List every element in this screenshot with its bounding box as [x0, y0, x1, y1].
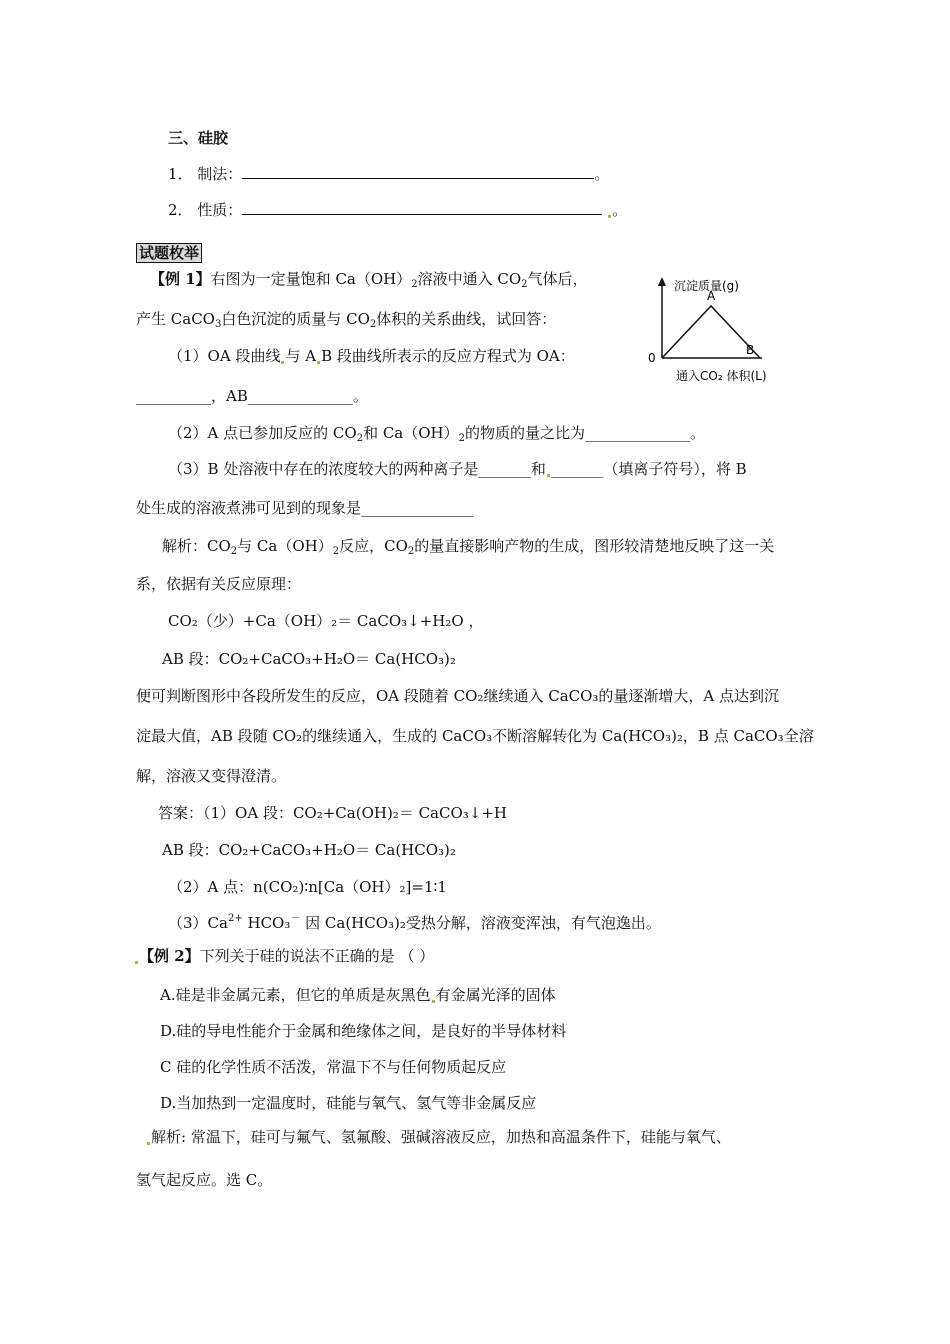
item-2-blank[interactable] [242, 200, 602, 215]
ex1-intro [150, 269, 588, 289]
ex1-intro-c: 气体后， [527, 270, 588, 288]
marker-dot [135, 961, 138, 964]
ex1-para3: 解，溶液又变得澄清。 [136, 767, 287, 785]
ex2-label: 【例 2】 [139, 947, 200, 965]
ex1-ans4-c: 因 Ca(HCO₃)₂受热分解，溶液变浑浊，有气泡逸出。 [300, 914, 661, 932]
ex1-ans3: （2）A 点：n(CO₂)∶n[Ca（OH）₂]=1∶1 [168, 878, 447, 896]
ex1-analysis [162, 536, 774, 556]
ex1-q2-c: 的物质的量之比为______________。 [465, 424, 706, 442]
ex1-ans4-b: HCO₃ [242, 914, 291, 932]
ex1-q1 [168, 346, 575, 366]
sup: － [290, 913, 301, 924]
examples-heading [136, 243, 202, 263]
ex1-ans4 [168, 913, 661, 933]
point-b-label: B [746, 343, 755, 357]
sub: 2 [411, 279, 418, 290]
sub: 2 [230, 546, 238, 557]
ex1-ans1: 答案：（1）OA 段：CO₂+Ca(OH)₂＝ CaCO₃↓+H [158, 804, 508, 822]
y-axis-arrow [658, 277, 666, 286]
ex1-intro-a: 右图为一定量饱和 Ca（OH） [210, 270, 412, 288]
sub: 2 [369, 319, 377, 330]
item-1 [168, 164, 609, 184]
ex2-question-text: 下列关于硅的说法不正确的是 （ ） [199, 947, 435, 965]
ex1-line2-b: 白色沉淀的质量与 CO [221, 310, 370, 328]
marker-dot [432, 1000, 435, 1003]
ex2-option-a-part2: 有金属光泽的固体 [435, 986, 556, 1004]
ex1-analysis-line2: 系，依据有关反应原理： [136, 575, 302, 593]
ex2-analysis-line2: 氢气起反应。选 C。 [136, 1171, 273, 1189]
item-2 [168, 200, 627, 220]
ex2-option-a [160, 985, 556, 1005]
ex2-analysis-text: 解析: 常温下，硅可与氟气、氢氟酸、强碱溶液反应，加热和高温条件下，硅能与氧气、 [151, 1128, 731, 1146]
ex1-q2 [168, 423, 705, 443]
ex1-q1-line2: __________，AB______________。 [136, 387, 368, 405]
point-a-label: A [707, 289, 716, 303]
sub: 2 [332, 546, 340, 557]
ex2-option-d2: D.当加热到一定温度时，硅能与氧气、氢气等非金属反应 [160, 1094, 537, 1112]
marker-dot [317, 361, 320, 364]
origin-label: 0 [648, 351, 656, 365]
ex1-q1-b: 与 A [285, 347, 317, 365]
ex2-option-a-part1: A.硅是非金属元素，但它的单质是灰黑色 [160, 986, 431, 1004]
marker-dot [608, 215, 611, 218]
y-axis-label: 沉淀质量(g) [674, 279, 739, 293]
ex1-label: 【例 1】 [150, 270, 211, 288]
ex1-analysis-b: 与 Ca（OH） [237, 537, 333, 555]
ex1-analysis-a: 解析：CO [162, 537, 231, 555]
ex1-para2: 淀最大值，AB 段随 CO₂的继续通入，生成的 CaCO₃不断溶解转化为 Ca(HCO₃)₂，B 点 CaCO₃全溶 [136, 727, 814, 745]
ex1-q3 [168, 459, 747, 479]
ex1-line2-a: 产生 CaCO [136, 310, 215, 328]
ex1-eq2: AB 段：CO₂+CaCO₃+H₂O＝ Ca(HCO₃)₂ [162, 650, 456, 668]
x-axis-label: 通入CO₂ 体积(L) [676, 369, 767, 383]
ex1-q2-a: （2）A 点已参加反应的 CO [168, 424, 357, 442]
ex1-analysis-d: 的量直接影响产物的生成，图形较清楚地反映了这一关 [414, 537, 775, 555]
ex1-analysis-c: 反应，CO [339, 537, 408, 555]
ex2-analysis [146, 1127, 731, 1147]
ex2-question [134, 946, 434, 966]
sub: 2 [458, 433, 466, 444]
ex1-eq1: CO₂（少）+Ca（OH）₂＝ CaCO₃↓+H₂O ， [168, 612, 484, 630]
item-1-blank[interactable] [242, 164, 594, 179]
item-2-end: 。 [612, 201, 628, 219]
precipitate-chart [640, 272, 790, 388]
section-title: 三、硅胶 [168, 129, 229, 147]
ex1-q3-a: （3）B 处溶液中存在的浓度较大的两种离子是_______和 [168, 460, 546, 478]
ex2-option-d1: D.硅的导电性能介于金属和绝缘体之间，是良好的半导体材料 [160, 1022, 567, 1040]
ex1-ans4-a: （3）Ca [168, 914, 228, 932]
sub: 2 [407, 546, 415, 557]
marker-dot [147, 1142, 150, 1145]
item-2-label: 2． 性质： [168, 201, 243, 219]
ex1-para1: 便可判断图形中各段所发生的反应，OA 段随着 CO₂继续通入 CaCO₃的量逐渐增大，A 点达到沉 [136, 687, 780, 705]
ex1-q1-a: （1）OA 段曲线 [168, 347, 281, 365]
item-1-label: 1． 制法： [168, 165, 243, 183]
marker-dot [547, 474, 550, 477]
ex1-q2-b: 和 Ca（OH） [363, 424, 459, 442]
sub: 2 [356, 433, 364, 444]
examples-heading-label: 试题枚举 [136, 243, 202, 263]
sub: 2 [521, 279, 528, 290]
ex1-q1-c: B 段曲线所表示的反应方程式为 OA： [321, 347, 575, 365]
ex1-line2 [136, 309, 556, 329]
ex1-ans2: AB 段：CO₂+CaCO₃+H₂O＝ Ca(HCO₃)₂ [162, 841, 456, 859]
ex1-line2-c: 体积的关系曲线，试回答： [376, 310, 557, 328]
marker-dot [281, 361, 284, 364]
ex1-intro-b: 溶液中通入 CO [417, 270, 522, 288]
ex1-q3-line2: 处生成的溶液煮沸可见到的现象是_______________ [136, 499, 474, 517]
ex2-option-c: C 硅的化学性质不活泼，常温下不与任何物质起反应 [160, 1058, 507, 1076]
item-1-end: 。 [594, 165, 610, 183]
sup: 2+ [227, 913, 243, 924]
ex1-q3-b: _______（填离子符号），将 B [550, 460, 747, 478]
sub: 3 [214, 319, 222, 330]
